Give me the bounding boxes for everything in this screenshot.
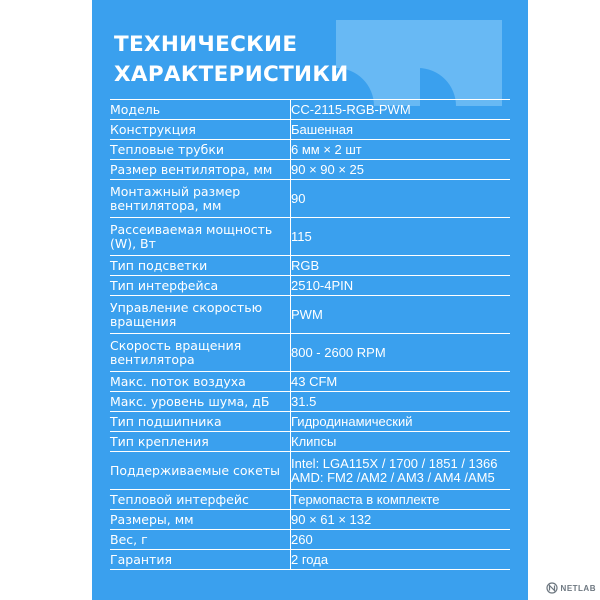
spec-row (110, 296, 510, 334)
spec-label: Макс. уровень шума, дБ (110, 392, 291, 412)
spec-value: Башенная (291, 120, 511, 140)
page-title (114, 30, 349, 90)
spec-row (110, 530, 510, 550)
quote-mark-icon (336, 20, 420, 106)
title-line-2: ХАРАКТЕРИСТИКИ (114, 62, 349, 87)
quote-mark-icon (418, 20, 502, 106)
spec-label: Тепловой интерфейс (110, 490, 291, 510)
spec-label: Гарантия (110, 550, 291, 570)
spec-row (110, 372, 510, 392)
spec-row (110, 160, 510, 180)
spec-label: Тип подшипника (110, 412, 291, 432)
spec-row (110, 550, 510, 570)
spec-card (92, 0, 528, 600)
spec-label: Размеры, мм (110, 510, 291, 530)
spec-label: Тип интерфейса (110, 276, 291, 296)
spec-label: Вес, г (110, 530, 291, 550)
spec-row (110, 256, 510, 276)
spec-row (110, 180, 510, 218)
netlab-text: NETLAB (560, 583, 596, 593)
spec-label: Поддерживаемые сокеты (110, 452, 291, 490)
spec-value-line: Intel: LGA115X / 1700 / 1851 / 1366 (291, 455, 498, 471)
spec-label: Тип подсветки (110, 256, 291, 276)
spec-row (110, 412, 510, 432)
spec-value: 6 мм × 2 шт (291, 140, 511, 160)
spec-label: Тепловые трубки (110, 140, 291, 160)
spec-label: Монтажный размер вентилятора, мм (110, 180, 291, 218)
spec-label: Конструкция (110, 120, 291, 140)
spec-value: 800 - 2600 RPM (291, 334, 511, 372)
spec-value: 43 CFM (291, 372, 511, 392)
spec-value (291, 452, 511, 490)
spec-row (110, 510, 510, 530)
spec-row (110, 490, 510, 510)
spec-row (110, 218, 510, 256)
spec-row (110, 432, 510, 452)
spec-label: Тип крепления (110, 432, 291, 452)
spec-row (110, 392, 510, 412)
spec-value: 31.5 (291, 392, 511, 412)
spec-value: 115 (291, 218, 511, 256)
spec-value: 2510-4PIN (291, 276, 511, 296)
spec-table (110, 99, 510, 570)
spec-value: RGB (291, 256, 511, 276)
spec-value: Гидродинамический (291, 412, 511, 432)
spec-row (110, 120, 510, 140)
spec-value: 90 × 90 × 25 (291, 160, 511, 180)
spec-value: 260 (291, 530, 511, 550)
spec-row (110, 140, 510, 160)
spec-label: Размер вентилятора, мм (110, 160, 291, 180)
spec-row (110, 276, 510, 296)
title-line-1: ТЕХНИЧЕСКИЕ (114, 32, 298, 57)
spec-label: Модель (110, 100, 291, 120)
spec-value: 2 года (291, 550, 511, 570)
spec-value: PWM (291, 296, 511, 334)
spec-value: Термопаста в комплекте (291, 490, 511, 510)
spec-label: Скорость вращения вентилятора (110, 334, 291, 372)
spec-row (110, 334, 510, 372)
netlab-logo-icon (546, 582, 558, 594)
netlab-watermark (546, 582, 596, 594)
spec-label: Макс. поток воздуха (110, 372, 291, 392)
spec-value: 90 × 61 × 132 (291, 510, 511, 530)
spec-value: CC-2115-RGB-PWM (291, 100, 511, 120)
spec-row (110, 100, 510, 120)
spec-value: 90 (291, 180, 511, 218)
spec-value: Клипсы (291, 432, 511, 452)
spec-value-line: AMD: FM2 /AM2 / AM3 / AM4 /AM5 (291, 469, 495, 485)
spec-label: Управление скоростью вращения (110, 296, 291, 334)
spec-label: Рассеиваемая мощность (W), Вт (110, 218, 291, 256)
spec-row (110, 452, 510, 490)
